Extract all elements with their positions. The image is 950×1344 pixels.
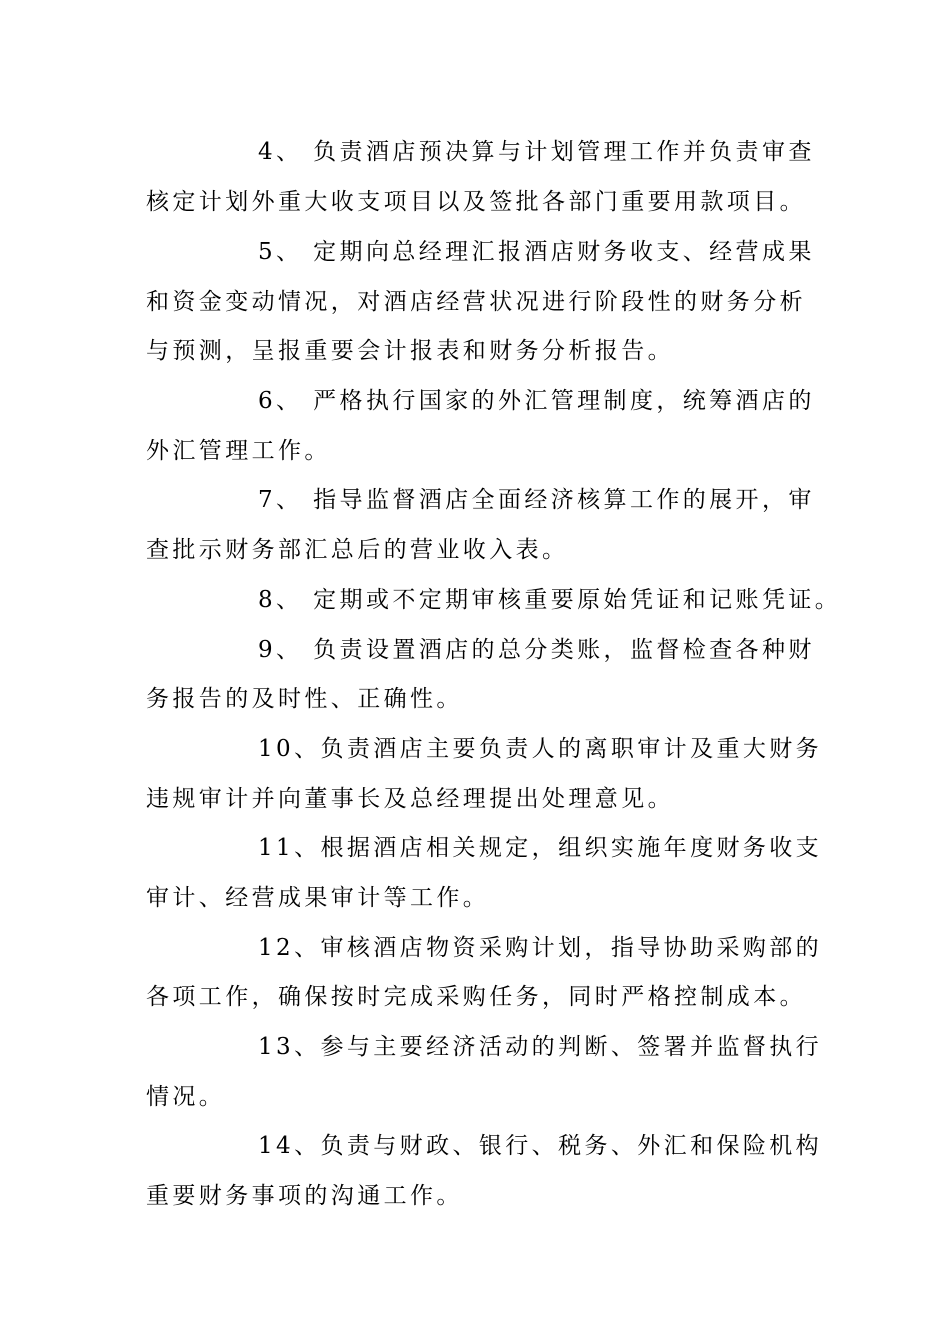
item-5-line-2: 和资金变动情况，对酒店经营状况进行阶段性的财务分析 <box>146 289 806 315</box>
item-14-line-2: 重要财务事项的沟通工作。 <box>146 1183 463 1209</box>
item-11-line-2: 审计、经营成果审计等工作。 <box>146 885 490 911</box>
item-11-line-1: 11、根据酒店相关规定，组织实施年度财务收支 <box>258 835 823 861</box>
item-8-line-1: 8、 定期或不定期审核重要原始凭证和记账凭证。 <box>258 587 842 613</box>
item-6-line-1: 6、 严格执行国家的外汇管理制度，统筹酒店的 <box>258 388 815 414</box>
item-4-line-1: 4、 负责酒店预决算与计划管理工作并负责审查 <box>258 139 815 165</box>
item-13-line-2: 情况。 <box>146 1084 226 1110</box>
item-4-line-2: 核定计划外重大收支项目以及签批各部门重要用款项目。 <box>146 189 806 215</box>
item-13-line-1: 13、参与主要经济活动的判断、签署并监督执行 <box>258 1034 823 1060</box>
item-12-line-2: 各项工作，确保按时完成采购任务，同时严格控制成本。 <box>146 984 806 1010</box>
item-9-line-1: 9、 负责设置酒店的总分类账，监督检查各种财 <box>258 637 815 663</box>
item-12-line-1: 12、审核酒店物资采购计划，指导协助采购部的 <box>258 935 823 961</box>
item-7-line-1: 7、 指导监督酒店全面经济核算工作的展开，审 <box>258 487 815 513</box>
item-7-line-2: 查批示财务部汇总后的营业收入表。 <box>146 537 569 563</box>
item-5-line-3: 与预测，呈报重要会计报表和财务分析报告。 <box>146 338 674 364</box>
item-10-line-2: 违规审计并向董事长及总经理提出处理意见。 <box>146 786 674 812</box>
item-14-line-1: 14、负责与财政、银行、税务、外汇和保险机构 <box>258 1133 823 1159</box>
item-9-line-2: 务报告的及时性、正确性。 <box>146 686 463 712</box>
item-6-line-2: 外汇管理工作。 <box>146 438 331 464</box>
item-5-line-1: 5、 定期向总经理汇报酒店财务收支、经营成果 <box>258 239 815 265</box>
item-10-line-1: 10、负责酒店主要负责人的离职审计及重大财务 <box>258 736 823 762</box>
